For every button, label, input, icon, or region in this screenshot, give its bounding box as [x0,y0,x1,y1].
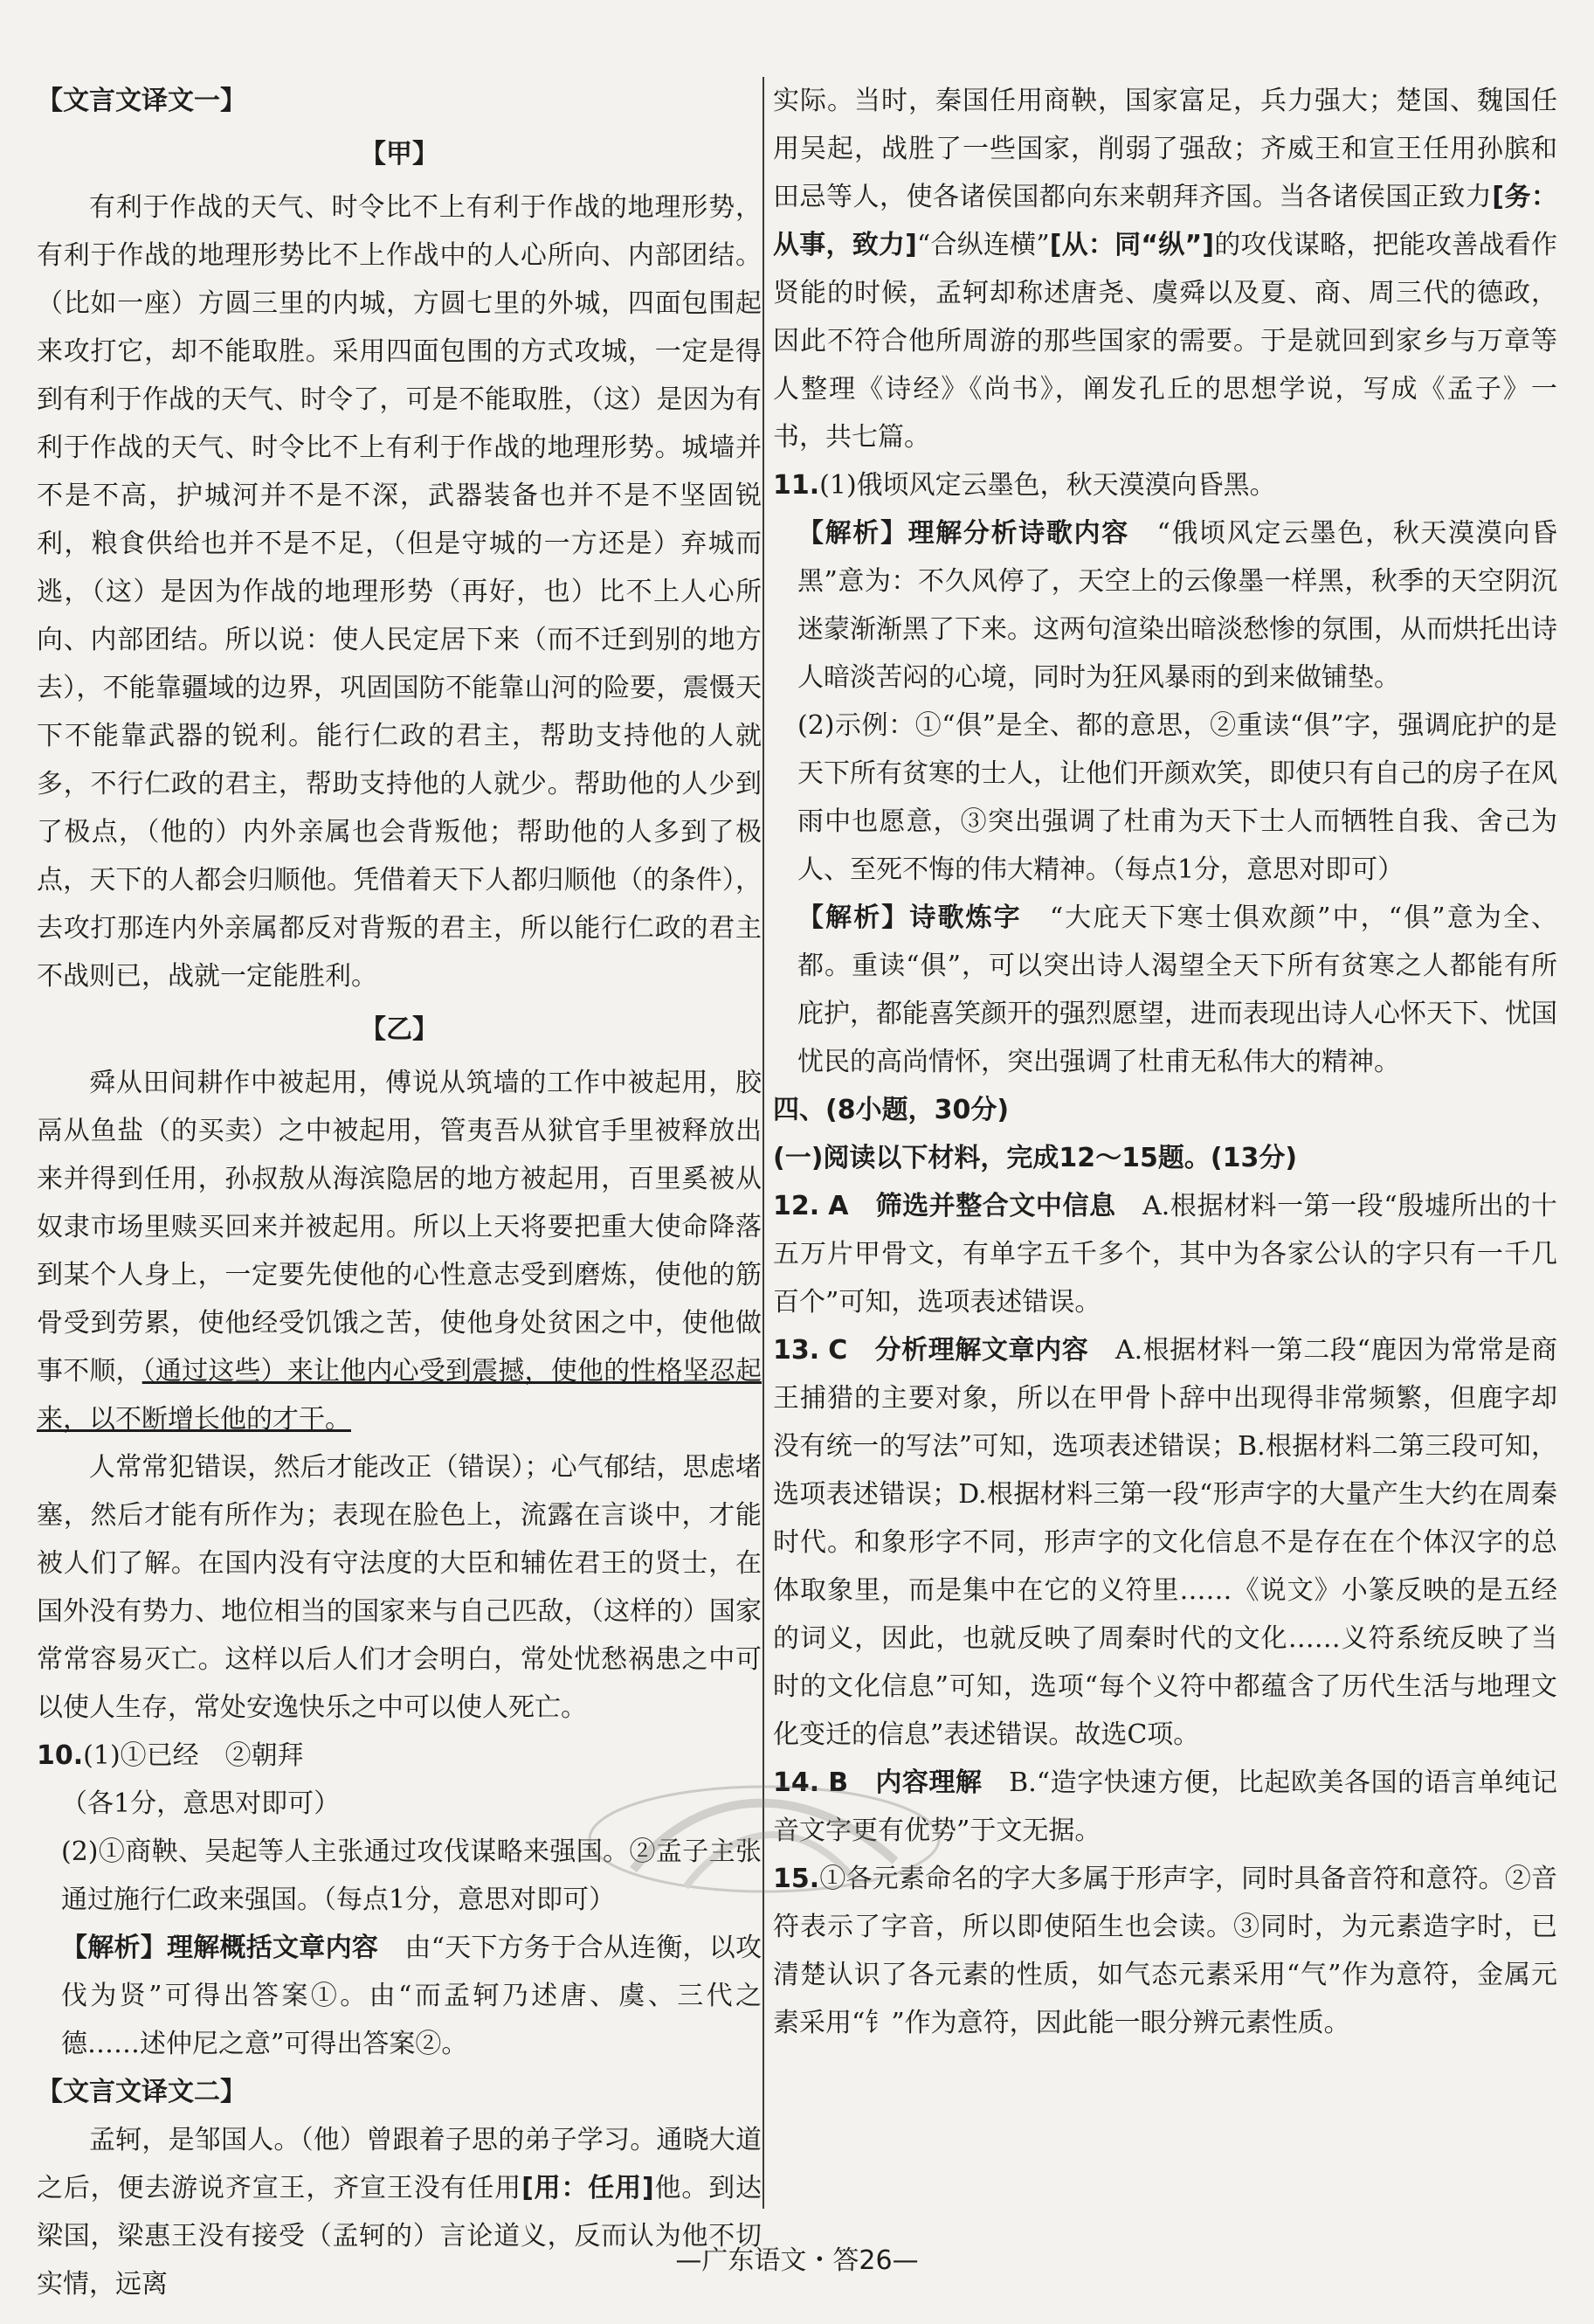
jia-translation: 有利于作战的天气、时令比不上有利于作战的地理形势，有利于作战的地理形势比不上作战中的人心所向、内部团结。（比如一座）方圆三里的内城，方圆七里的外城，四面包围起来攻打它，却不能取胜。采用四面包围的方式攻城，一定是得到有利于作战的天气、时令了，可是不能取胜，（这）是因为有利于作战的天气、时令比不上有利于作战的地理形势。城墙并不是不高，护城河并不是不深，武器装备也并不是不坚固锐利，粮食供给也并不是不足，（但是守城的一方还是）弃城而逃，（这）是因为作战的地理形势（再好，也）比不上人心所向、内部团结。所以说：使人民定居下来（而不迁到别的地方去），不能靠疆域的边界，巩固国防不能靠山河的险要，震慑天下不能靠武器的锐利。能行仁政的君主，帮助支持他的人就多，不行仁政的君主，帮助支持他的人就少。帮助他的人少到了极点，（他的）内外亲属也会背叛他；帮助他的人多到了极点，天下的人都会归顺他。凭借着天下人都归顺他（的条件），去攻打那连内外亲属都反对背叛的君主，所以能行仁政的君主不战则已，战就一定能胜利。 [37,192,762,992]
analysis-keyword: 诗歌炼字 [909,903,1022,933]
question-number: 11. [773,470,820,501]
yi-translation-p1 [37,1059,762,1443]
analysis-tag: 【解析】 [797,518,908,549]
question-11-analysis-1 [773,509,1557,702]
yi-translation-p2: 人常常犯错误，然后才能改正（错误）；心气郁结，思虑堵塞，然后才能有所作为；表现在脸色上，流露在言谈中，才能被人们了解。在国内没有守法度的大臣和辅佐君王的贤士，在国外没有势力、地位相当的国家来与自己匹敌，（这样的）国家常常容易灭亡。这样以后人们才会明白，常处忧愁祸患之中可以使人生存，常处安逸快乐之中可以使人死亡。 [37,1452,762,1723]
annotation: [用：任用] [521,2173,654,2203]
yi-translation-p1-text: 舜从田间耕作中被起用，傅说从筑墙的工作中被起用，胶鬲从鱼盐（的买卖）之中被起用，管夷吾从狱官手里被释放出来并得到任用，孙叔敖从海滨隐居的地方被起用，百里奚被从奴隶市场里赎买回来并被起用。所以上天将要把重大使命降落到某个人身上，一定要先使他的心性意志受到磨炼，使他的筋骨受到劳累，使他经受饥饿之苦，使他身处贫困之中，使他做事不顺， [37,1068,762,1387]
analysis-text: A.根据材料一第一段“殷墟所出的十五万片甲骨文，有单字五千多个，其中为各家公认的字只有一千几百个”可知，选项表述错误。 [773,1191,1557,1318]
answer-text: (1)俄顷风定云墨色，秋天漠漠向昏黑。 [819,470,1276,501]
section-4-heading: 四、(8小题，30分) [773,1095,1010,1125]
analysis-text: “俄顷风定云墨色，秋天漠漠向昏黑”意为：不久风停了，天空上的云像墨一样黑，秋季的天空阴沉迷蒙渐渐黑了下来。这两句渲染出暗淡愁惨的氛围，从而烘托出诗人暗淡苦闷的心境，同时为狂风暴雨的到来做铺垫。 [797,518,1558,693]
annotation: [从：同“纵”] [1049,230,1214,260]
question-11-analysis-2 [773,894,1557,1086]
analysis-keyword: 理解概括文章内容 [167,1933,379,1963]
section-4-subheading: (一)阅读以下材料，完成12～15题。(13分) [773,1143,1298,1173]
subtitle-jia: 【甲】 [360,139,438,169]
answer-choice: B [828,1767,849,1798]
question-number: 10. [37,1740,84,1771]
section-title-translation-2: 【文言文译文二】 [37,2077,246,2107]
translation-text: “合纵连横” [916,230,1050,260]
question-10-line3: (2)①商鞅、吴起等人主张通过攻伐谋略来强国。②孟子主张通过施行仁政来强国。（每点1分，意思对即可） [61,1836,762,1915]
question-number: 12. [773,1191,820,1221]
analysis-keyword: 分析理解文章内容 [874,1335,1089,1366]
question-number: 14. [773,1767,820,1798]
analysis-keyword: 筛选并整合文中信息 [875,1191,1116,1221]
er-translation-part2 [773,77,1557,461]
translation-text: 孟轲，是邹国人。（他）曾跟着子思的弟子学习。通晓大道之后，便去游说齐宣王，齐宣王没有任用 [37,2125,762,2203]
question-10-line1 [37,1732,762,1780]
question-number: 15. [773,1864,820,1894]
column-divider [762,77,764,2209]
left-column [37,77,762,2308]
question-12 [773,1182,1557,1326]
analysis-text: B.“造字快速方便，比起欧美各国的语言单纯记音文字更有优势”于文无据。 [773,1767,1558,1846]
question-14 [773,1759,1557,1855]
question-13 [773,1326,1557,1759]
question-10-analysis [37,1924,762,2068]
answer-choice: C [828,1335,848,1366]
analysis-tag: 【解析】 [797,903,910,933]
question-11-line2: (2)示例：①“俱”是全、都的意思，②重读“俱”字，强调庇护的是天下所有贫寒的士人，让他们开颜欢笑，即使只有自己的房子在风雨中也愿意，③突出强调了杜甫为天下士人而牺牲自我、舍己为人、至死不悔的伟大精神。（每点1分，意思对即可） [797,710,1557,885]
analysis-text: A.根据材料一第二段“鹿因为常常是商王捕猎的主要对象，所以在甲骨卜辞中出现得非常频繁，但鹿字却没有统一的写法”可知，选项表述错误；B.根据材料二第三段可知，选项表述错误；D.根据材料三第一段“形声字的大量产生大约在周秦时代。和象形字不同，形声字的文化信息不是存在在个体汉字的总体取象里，而是集中在它的义符里……《说文》小篆反映的是五经的词义，因此，也就反映了周秦时代的文化……义符系统反映了当时的文化信息”可知，选项“每个义符中都蕴含了历代生活与地理文化变迁的信息”表述错误。故选C项。 [773,1335,1558,1750]
translation-text: 实际。当时，秦国任用商鞅，国家富足，兵力强大；楚国、魏国任用吴起，战胜了一些国家，削弱了强敌；齐威王和宣王任用孙膑和田忌等人，使各诸侯国都向东来朝拜齐国。当各诸侯国正致力 [773,86,1557,212]
question-11-line1 [773,461,1557,509]
section-title-translation-1: 【文言文译文一】 [37,86,246,116]
analysis-text: 由“天下方务于合从连衡，以攻伐为贤”可得出答案①。由“而孟轲乃述唐、虞、三代之德……述仲尼之意”可得出答案②。 [61,1933,762,2059]
question-number: 13. [773,1335,820,1366]
subtitle-yi: 【乙】 [360,1014,438,1045]
analysis-text: “大庇天下寒士俱欢颜”中，“俱”意为全、都。重读“俱”，可以突出诗人渴望全天下所有贫寒之人都能有所庇护，都能喜笑颜开的强烈愿望，进而表现出诗人心怀天下、忧国忧民的高尚情怀，突出强调了杜甫无私伟大的精神。 [797,903,1558,1077]
analysis-keyword: 内容理解 [875,1767,983,1798]
page-footer: —广东语文・答26— [675,2245,919,2276]
answer-text: ①各元素命名的字大多属于形声字，同时具备音符和意符。②音符表示了字音，所以即使陌生也会读。③同时，为元素造字时，已清楚认识了各元素的性质，如气态元素采用“气”作为意符，金属元素采用“钅”作为意符，因此能一眼分辨元素性质。 [773,1864,1557,2038]
er-translation-part1 [37,2116,762,2308]
answer-choice: A [828,1191,849,1221]
annotation: [务：从事，致力] [773,182,1557,260]
right-column [773,77,1557,2047]
question-15 [773,1855,1557,2047]
underlined-phrase: （通过这些）来让他内心受到震撼，使他的性格坚忍起来，以不断增长他的才干。 [37,1356,762,1435]
translation-text: 的攻伐谋略，把能攻善战看作贤能的时候，孟轲却称述唐尧、虞舜以及夏、商、周三代的德政，因此不符合他所周游的那些国家的需要。于是就回到家乡与万章等人整理《诗经》《尚书》，阐发孔丘的思想学说，写成《孟子》一书，共七篇。 [773,230,1557,453]
analysis-keyword: 理解分析诗歌内容 [907,518,1129,549]
analysis-tag: 【解析】 [61,1933,168,1963]
answer-text: (1)①已经 ②朝拜 [83,1740,304,1771]
translation-text: 他。到达梁国，梁惠王没有接受（孟轲的）言论道义，反而认为他不切实情，远离 [37,2173,762,2300]
question-10-line2: （各1分，意思对即可） [61,1788,341,1819]
